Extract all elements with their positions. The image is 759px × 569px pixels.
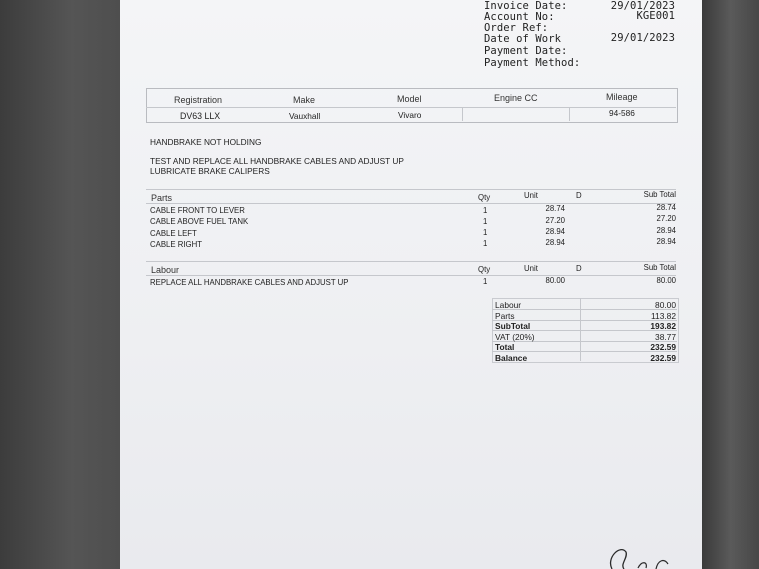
parts-col-unit: Unit bbox=[524, 191, 538, 200]
labour-col-qty: Qty bbox=[478, 265, 491, 274]
fault-description: HANDBRAKE NOT HOLDING bbox=[150, 137, 262, 147]
labour-subtotal: 80.00 bbox=[656, 276, 676, 285]
parts-col-d: D bbox=[576, 191, 582, 200]
totals-value-vat: 38.77 bbox=[655, 332, 676, 342]
header-value-account-no: KGE001 bbox=[636, 10, 675, 22]
part-subtotal: 27.20 bbox=[656, 214, 676, 223]
vehicle-header-engine-cc: Engine CC bbox=[494, 93, 538, 103]
header-label-invoice-date: Invoice Date: bbox=[484, 0, 568, 12]
labour-desc: REPLACE ALL HANDBRAKE CABLES AND ADJUST UP bbox=[150, 278, 349, 287]
vehicle-value-mileage: 94-586 bbox=[609, 108, 635, 118]
labour-title: Labour bbox=[151, 265, 180, 275]
signature-mark bbox=[598, 538, 678, 569]
totals-label-total: Total bbox=[495, 342, 515, 352]
vehicle-header-make: Make bbox=[293, 95, 316, 105]
header-value-date-of-work: 29/01/2023 bbox=[610, 32, 675, 44]
part-unit: 27.20 bbox=[545, 216, 565, 225]
vehicle-table-col-divider bbox=[569, 107, 570, 121]
labour-unit: 80.00 bbox=[545, 276, 565, 285]
signature-stroke bbox=[638, 563, 646, 568]
totals-value-subtotal: 193.82 bbox=[650, 321, 676, 331]
totals-label-balance: Balance bbox=[495, 353, 528, 363]
part-unit: 28.94 bbox=[545, 238, 565, 247]
parts-col-subtotal: Sub Total bbox=[643, 190, 676, 199]
header-label-payment-date: Payment Date: bbox=[484, 45, 568, 57]
part-qty: 1 bbox=[483, 217, 488, 226]
labour-qty: 1 bbox=[483, 277, 488, 286]
part-desc: CABLE LEFT bbox=[150, 229, 197, 238]
part-desc: CABLE RIGHT bbox=[150, 240, 202, 249]
parts-title: Parts bbox=[151, 193, 173, 203]
vehicle-value-make: Vauxhall bbox=[289, 111, 321, 121]
vehicle-table-col-divider bbox=[462, 107, 463, 121]
parts-header-rule bbox=[146, 203, 676, 204]
vehicle-header-model: Model bbox=[397, 94, 422, 104]
part-qty: 1 bbox=[483, 206, 488, 215]
signature-stroke bbox=[656, 561, 668, 569]
header-label-order-ref: Order Ref: bbox=[484, 22, 549, 34]
vehicle-header-registration: Registration bbox=[174, 95, 223, 105]
part-qty: 1 bbox=[483, 239, 488, 248]
part-qty: 1 bbox=[483, 228, 488, 237]
part-subtotal: 28.94 bbox=[656, 237, 676, 246]
parts-top-rule bbox=[146, 189, 676, 190]
part-unit: 28.94 bbox=[545, 227, 565, 236]
work-line-1: TEST AND REPLACE ALL HANDBRAKE CABLES AND ADJUST UP bbox=[150, 156, 404, 166]
labour-col-unit: Unit bbox=[524, 264, 538, 273]
vehicle-value-registration: DV63 LLX bbox=[180, 111, 221, 121]
vehicle-table-divider bbox=[146, 107, 676, 108]
part-subtotal: 28.94 bbox=[656, 226, 676, 235]
background-right bbox=[702, 0, 759, 569]
totals-label-vat: VAT (20%) bbox=[495, 332, 535, 342]
header-label-account-no: Account No: bbox=[484, 11, 555, 23]
vehicle-value-model: Vivaro bbox=[398, 110, 422, 120]
labour-header-rule bbox=[146, 275, 676, 276]
work-line-2: LUBRICATE BRAKE CALIPERS bbox=[150, 166, 270, 176]
part-desc: CABLE ABOVE FUEL TANK bbox=[150, 217, 249, 226]
part-desc: CABLE FRONT TO LEVER bbox=[150, 206, 245, 215]
header-label-payment-method: Payment Method: bbox=[484, 57, 581, 69]
invoice-paper bbox=[120, 0, 702, 569]
signature-stroke bbox=[611, 550, 627, 569]
part-subtotal: 28.74 bbox=[656, 203, 676, 212]
part-unit: 28.74 bbox=[545, 204, 565, 213]
totals-value-total: 232.59 bbox=[650, 342, 676, 352]
totals-value-balance: 232.59 bbox=[650, 353, 676, 363]
labour-col-d: D bbox=[576, 264, 582, 273]
totals-label-subtotal: SubTotal bbox=[495, 321, 531, 331]
header-label-date-of-work: Date of Work bbox=[484, 33, 562, 45]
totals-label-labour: Labour bbox=[495, 300, 522, 310]
labour-col-subtotal: Sub Total bbox=[643, 263, 676, 272]
labour-top-rule bbox=[146, 261, 676, 262]
background-left bbox=[0, 0, 120, 569]
totals-value-labour: 80.00 bbox=[655, 300, 676, 310]
totals-value-parts: 113.82 bbox=[651, 311, 676, 321]
header-value-invoice-date: 29/01/2023 bbox=[610, 0, 675, 12]
vehicle-header-mileage: Mileage bbox=[606, 92, 638, 102]
parts-col-qty: Qty bbox=[478, 193, 491, 202]
totals-label-parts: Parts bbox=[495, 311, 515, 321]
